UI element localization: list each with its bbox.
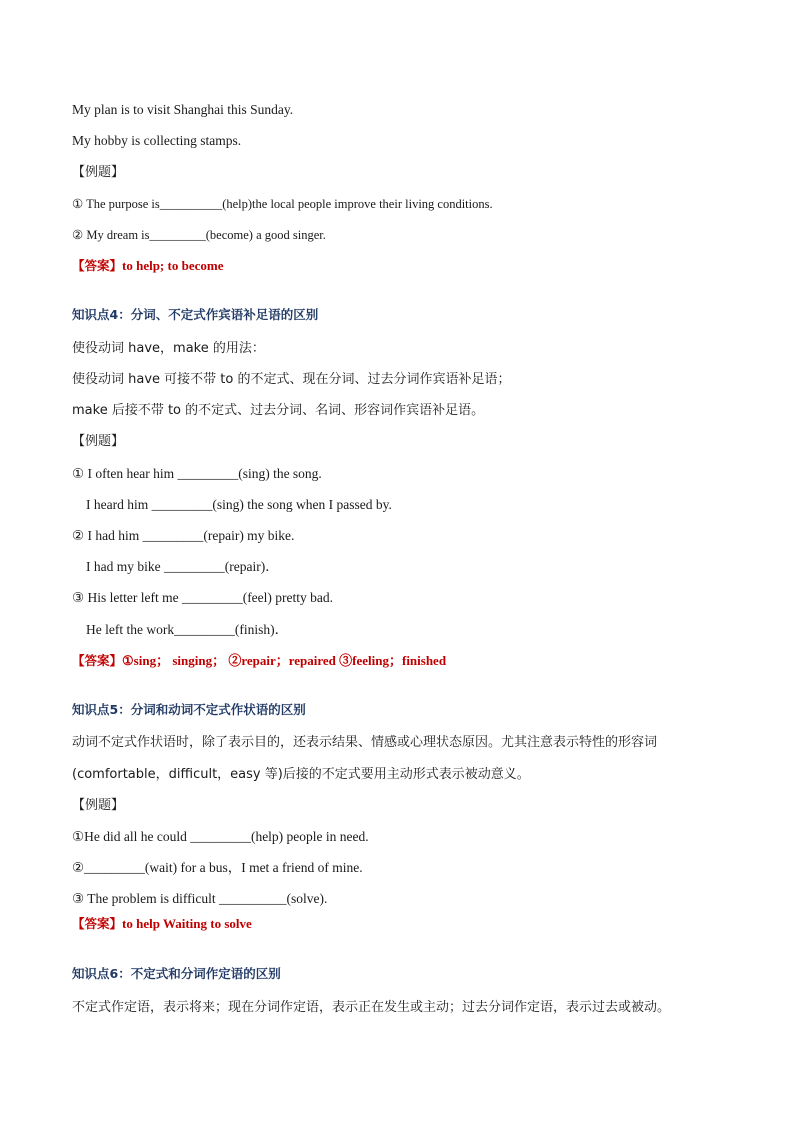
- paragraph-line: 不定式作定语，表示将来；现在分词作定语，表示正在发生或主动；过去分词作定语，表示过去或被动。: [72, 1000, 671, 1015]
- example-label: 【例题】: [72, 798, 125, 813]
- example-sentence-plan: My plan is to visit Shanghai this Sunday.: [72, 102, 294, 117]
- exercise-item: ②_________(wait) for a bus，I met a friend of mine.: [72, 860, 363, 875]
- exercise-item: ① The purpose is__________(help)the local people improve their living conditions.: [72, 197, 493, 211]
- exercise-item: ③ The problem is difficult __________(solve).: [72, 891, 328, 906]
- paragraph-line: 动词不定式作状语时，除了表示目的，还表示结果、情感或心理状态原因。尤其注意表示特性的形容词: [72, 735, 658, 750]
- answer-tag: 【答案】: [72, 916, 123, 931]
- exercise-item: ② I had him _________(repair) my bike.: [72, 528, 295, 543]
- example-sentence-hobby: My hobby is collecting stamps.: [72, 133, 242, 148]
- section-heading: 知识点4：分词、不定式作宾语补足语的区别: [72, 307, 319, 322]
- exercise-item: ① I often hear him _________(sing) the song.: [72, 466, 322, 481]
- paragraph-line: 使役动词 have，make 的用法：: [72, 341, 265, 356]
- paragraph-line: (comfortable，difficult，easy 等)后接的不定式要用主动形式表示被动意义。: [72, 767, 530, 782]
- answer-text: to help Waiting to solve: [122, 916, 252, 931]
- answer-text: ①sing； singing； ②repair；repaired ③feeling；finished: [122, 653, 447, 668]
- exercise-item: ①He did all he could _________(help) people in need.: [72, 829, 369, 844]
- paragraph-line: make 后接不带 to 的不定式、过去分词、名词、形容词作宾语补足语。: [72, 403, 485, 418]
- answer-text: to help; to become: [122, 258, 224, 273]
- exercise-item: ② My dream is_________(become) a good singer.: [72, 228, 326, 242]
- answer-line: [72, 652, 446, 670]
- paragraph-line: 使役动词 have 可接不带 to 的不定式、现在分词、过去分词作宾语补足语；: [72, 372, 511, 387]
- exercise-item: I heard him _________(sing) the song when I passed by.: [86, 497, 392, 512]
- example-label: 【例题】: [72, 165, 125, 180]
- exercise-item: He left the work_________(finish)．: [86, 622, 289, 637]
- answer-tag: 【答案】: [72, 258, 123, 273]
- answer-line: [72, 915, 252, 933]
- example-label: 【例题】: [72, 434, 125, 449]
- exercise-item: ③ His letter left me _________(feel) pretty bad.: [72, 590, 334, 605]
- section-heading: 知识点6：不定式和分词作定语的区别: [72, 966, 281, 981]
- answer-tag: 【答案】: [72, 653, 123, 668]
- answer-line: [72, 257, 223, 275]
- exercise-item: I had my bike _________(repair)．: [86, 559, 279, 574]
- section-heading: 知识点5：分词和动词不定式作状语的区别: [72, 702, 306, 717]
